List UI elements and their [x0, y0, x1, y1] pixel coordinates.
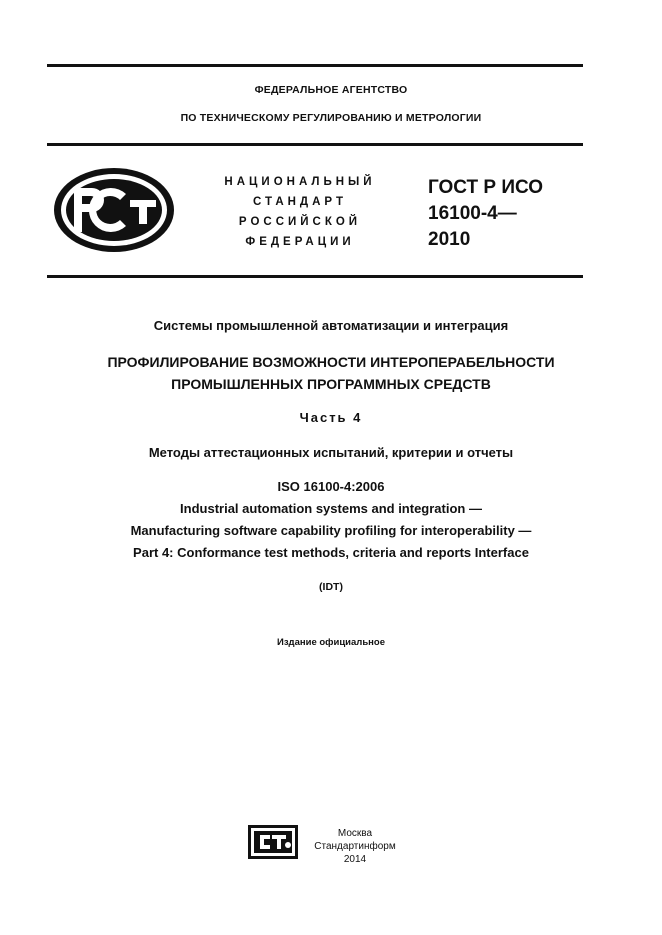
main-title-line-2: ПРОМЫШЛЕННЫХ ПРОГРАММНЫХ СРЕДСТВ — [171, 376, 491, 392]
agency-line-2: ПО ТЕХНИЧЕСКОМУ РЕГУЛИРОВАНИЮ И МЕТРОЛОГИИ — [180, 112, 482, 124]
publisher-year: 2014 — [343, 854, 367, 865]
designation-line-1: ГОСТ Р ИСО — [428, 177, 544, 198]
part-subtitle: Методы аттестационных испытаний, критерии и отчеты — [148, 445, 514, 460]
national-standard-line-2: СТАНДАРТ — [253, 196, 347, 208]
national-standard-line-3: РОССИЙСКОЙ — [238, 216, 362, 228]
publisher-name: Стандартинформ — [314, 841, 396, 852]
title-block-rule — [47, 275, 583, 278]
national-standard-block — [200, 172, 400, 252]
top-rule — [47, 64, 583, 67]
part-label: Часть 4 — [299, 410, 363, 425]
iso-title-line-3: Part 4: Conformance test methods, criteria and reports Interface — [133, 545, 529, 560]
agency-line-1: ФЕДЕРАЛЬНОЕ АГЕНТСТВО — [254, 84, 408, 96]
main-title-line-1: ПРОФИЛИРОВАНИЕ ВОЗМОЖНОСТИ ИНТЕРОПЕРАБЕЛЬНОСТИ — [107, 354, 555, 370]
publisher-city: Москва — [337, 828, 373, 839]
iso-title-line-1: Industrial automation systems and integration — — [180, 501, 482, 516]
national-standard-line-4: ФЕДЕРАЦИИ — [245, 236, 355, 248]
edition-label: Издание официальное — [277, 637, 385, 648]
header-rule — [47, 143, 583, 146]
national-standard-line-1: НАЦИОНАЛЬНЫЙ — [224, 176, 376, 188]
main-title — [0, 351, 662, 395]
designation-line-2: 16100-4— — [428, 203, 517, 224]
series-title: Системы промышленной автоматизации и интеграция — [153, 318, 509, 333]
iso-block — [0, 476, 662, 564]
standartinform-logo-icon — [248, 825, 298, 859]
gost-r-logo-icon — [52, 166, 176, 254]
idt-label: (IDT) — [319, 581, 343, 593]
publisher-block — [300, 827, 410, 866]
designation-line-3: 2010 — [428, 229, 471, 250]
iso-title-line-2: Manufacturing software capability profiling for interoperability — — [130, 523, 532, 538]
iso-number: ISO 16100-4:2006 — [277, 479, 385, 494]
standard-designation — [428, 175, 543, 253]
